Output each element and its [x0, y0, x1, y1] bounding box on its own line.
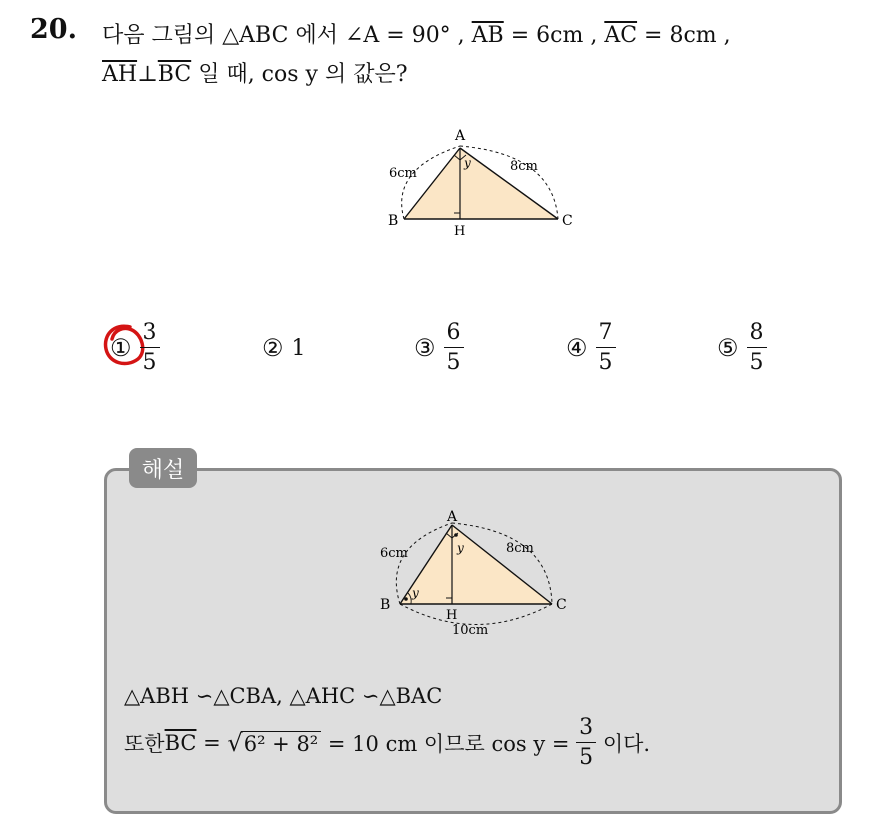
numerator: 8	[747, 322, 767, 348]
triangle-figure	[378, 124, 588, 240]
question-text: 일 때, cos y 의 값은?	[191, 62, 408, 87]
choice-mark: ①	[110, 334, 132, 362]
label-ac-length: 8cm	[506, 541, 534, 556]
solution-line-1: △ABH ∽△CBA, △AHC ∽△BAC	[124, 684, 443, 708]
label-y: y	[464, 156, 471, 170]
numerator: 3	[576, 717, 596, 743]
label-y-a: y	[457, 541, 464, 555]
label-c: C	[556, 597, 567, 613]
choice-1[interactable]	[110, 317, 160, 379]
choice-fraction	[596, 322, 616, 374]
denominator: 5	[579, 745, 594, 770]
label-y-b: y	[412, 586, 419, 600]
solution-text: = 10 cm 이므로 cos y =	[321, 732, 577, 756]
choice-4[interactable]	[566, 317, 616, 379]
denominator: 5	[446, 350, 461, 375]
choice-value: 1	[291, 335, 306, 361]
denominator: 5	[749, 350, 764, 375]
choice-mark: ⑤	[717, 334, 739, 362]
segment-bc: $\overline{BC}$	[164, 731, 197, 755]
triangle-fill	[400, 525, 552, 604]
question-text: = 8cm ,	[637, 23, 731, 48]
sqrt-sign: √	[227, 729, 243, 757]
label-b: B	[388, 213, 399, 229]
choice-2[interactable]	[262, 317, 306, 379]
choice-mark: ②	[262, 334, 284, 362]
solution-text: =	[196, 731, 228, 755]
sqrt-body: 6² + 8²	[241, 731, 322, 756]
label-ac-length: 8cm	[510, 159, 538, 174]
solution-text: 이다.	[596, 732, 651, 756]
choice-fraction	[747, 322, 767, 374]
label-h: H	[454, 224, 466, 239]
numerator: 7	[596, 322, 616, 348]
segment-ab: $\overline{AB}$	[471, 23, 504, 48]
choice-3[interactable]	[414, 317, 464, 379]
question-text: 다음 그림의 △ABC 에서 ∠A = 90° ,	[102, 23, 472, 48]
segment-ac: $\overline{AC}$	[604, 23, 638, 48]
label-c: C	[562, 213, 573, 229]
question-line-1	[102, 18, 731, 49]
choice-fraction	[444, 322, 464, 374]
label-ab-length: 6cm	[380, 546, 408, 561]
label-a: A	[455, 128, 466, 144]
question-text: = 6cm ,	[503, 23, 605, 48]
solution-line-2	[124, 717, 650, 769]
label-b: B	[380, 597, 391, 613]
solution-fraction	[576, 717, 596, 769]
solution-triangle-figure	[370, 507, 580, 645]
label-a: A	[447, 509, 458, 525]
numerator: 6	[444, 322, 464, 348]
choice-5[interactable]	[717, 317, 767, 379]
denominator: 5	[598, 350, 613, 375]
choice-mark: ③	[414, 334, 436, 362]
label-h: H	[446, 608, 458, 623]
label-bc-length: 10cm	[452, 623, 489, 638]
solution-text: 또한	[124, 732, 165, 756]
angle-dot-a	[454, 533, 458, 537]
perp-symbol: ⊥	[137, 62, 158, 87]
denominator: 5	[142, 350, 157, 375]
choice-mark: ④	[566, 334, 588, 362]
choice-fraction	[140, 322, 160, 374]
label-ab-length: 6cm	[389, 166, 417, 181]
numerator: 3	[140, 322, 160, 348]
brace-bc	[400, 604, 552, 625]
solution-tag: 해설	[129, 448, 197, 488]
question-line-2	[102, 57, 408, 88]
segment-ah: $\overline{AH}$	[102, 62, 138, 87]
question-number: 20.	[30, 14, 77, 45]
angle-dot-b	[404, 597, 408, 601]
segment-bc: $\overline{BC}$	[157, 62, 192, 87]
